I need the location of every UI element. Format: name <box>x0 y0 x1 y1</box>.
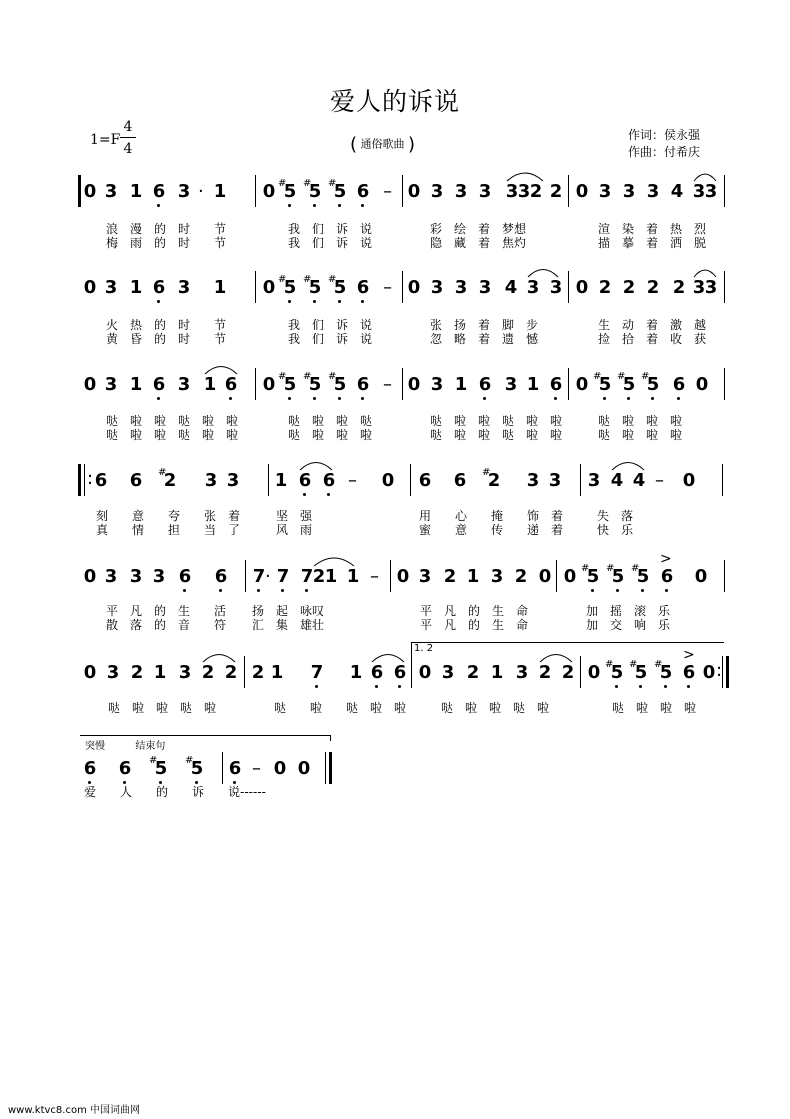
lyric-row-6-bar-2: 哒 啦 哒 啦 啦 <box>274 701 407 715</box>
staff-row-5: 0 3 3 3 6 6 7 · 7 7 2 1 1 – 0 3 2 1 3 2 0 0 # 5 # 5 # 5 6 > 0 <box>0 566 790 596</box>
lyric-row-2-verse-2-bar-4: 捡 拾 着 收 获 <box>598 332 707 346</box>
lyric-row-4-verse-1-bar-4: 失 落 <box>597 509 634 523</box>
volta-label: 1. 2 <box>414 643 434 654</box>
lyric-row-2-verse-1-bar-1: 火 热 的 时 节 <box>106 318 227 332</box>
lyric-row-4-verse-2-bar-2: 风 雨 <box>276 523 313 537</box>
lyric-row-1-verse-1-bar-2: 我 们 诉 说 <box>288 222 373 236</box>
lyric-row-1-verse-1-bar-1: 浪 漫 的 时 节 <box>106 222 227 236</box>
lyric-row-4-verse-2-bar-4: 快 乐 <box>597 523 634 537</box>
lyric-row-3-verse-2-bar-1: 哒 啦 啦 哒 啦 啦 <box>106 428 239 442</box>
lyric-row-5-verse-2-bar-2: 汇 集 雄壮 <box>252 618 325 632</box>
lyric-row-1-verse-2-bar-1: 梅 雨 的 时 节 <box>106 236 227 250</box>
genre-label: ( 通俗歌曲 ) <box>350 134 416 155</box>
time-signature-bottom: 4 <box>123 141 133 157</box>
lyricist: 作词：侯永强 <box>628 128 701 142</box>
lyric-row-3-verse-2-bar-2: 哒 啦 啦 啦 <box>288 428 373 442</box>
composer: 作曲：付希庆 <box>628 145 701 159</box>
staff-row-1: 0 3 1 6 3 · 1 0 # 5 # 5 # 5 6 – 0 3 3 3 3 3 2 2 0 3 3 3 4 3 3 <box>0 181 790 211</box>
lyric-row-6-bar-1: 哒 啦 啦 哒 啦 <box>108 701 217 715</box>
lyric-row-2-verse-1-bar-2: 我 们 诉 说 <box>288 318 373 332</box>
slur <box>370 650 406 664</box>
lyric-row-2-verse-1-bar-4: 生 动 着 激 越 <box>598 318 707 332</box>
lyric-row-4-verse-2-bar-1: 真 情 担 当 了 <box>96 523 241 537</box>
lyric-row-3-verse-1-bar-2: 哒 啦 啦 哒 <box>288 414 373 428</box>
slur <box>610 458 646 472</box>
lyric-row-4-verse-2-bar-3: 蜜 意 传 递 着 <box>419 523 564 537</box>
lyric-row-1-verse-1-bar-3: 彩 绘 着 梦想 <box>430 222 527 236</box>
slur <box>203 362 239 376</box>
lyric-row-3-verse-1-bar-1: 哒 啦 啦 哒 啦 啦 <box>106 414 239 428</box>
credits <box>628 127 700 161</box>
page-title: 爱人的诉说 <box>329 87 460 116</box>
staff-row-4: : 6 6 # 2 3 3 1 6 6 – 0 6 6 # 2 3 3 3 4 4 – 0 <box>0 470 790 500</box>
lyric-row-3-verse-1-bar-4: 哒 啦 啦 啦 <box>598 414 683 428</box>
tempo-label: 突慢 <box>85 741 105 752</box>
time-signature <box>120 120 136 156</box>
time-signature-top: 4 <box>123 119 133 135</box>
lyric-row-1-verse-2-bar-2: 我 们 诉 说 <box>288 236 373 250</box>
staff-coda: 6 6 # 5 # 5 6 – 0 0 <box>0 758 790 788</box>
coda-bracket <box>80 735 330 736</box>
slur <box>505 169 545 183</box>
lyric-row-5-verse-2-bar-4: 加 交 响 乐 <box>586 618 671 632</box>
slur <box>312 554 356 568</box>
lyric-row-2-verse-2-bar-3: 忽 略 着 遗 憾 <box>430 332 539 346</box>
lyric-row-4-verse-1-bar-2: 坚 强 <box>276 509 313 523</box>
lyric-row-1-verse-1-bar-4: 渲 染 着 热 烈 <box>598 222 707 236</box>
ending-label: 结束句 <box>135 741 166 752</box>
staff-row-3: 0 3 1 6 3 1 6 0 # 5 # 5 # 5 6 – 0 3 1 6 3 1 6 0 # 5 # 5 # 5 6 0 <box>0 374 790 404</box>
lyric-row-1-verse-2-bar-4: 描 摹 着 洒 脱 <box>598 236 707 250</box>
slur <box>538 650 574 664</box>
lyric-row-6-bar-3: 哒 啦 啦 哒 啦 <box>441 701 550 715</box>
lyric-row-4-verse-1-bar-1: 刻 意 夸 张 着 <box>96 509 241 523</box>
staff-row-2: 0 3 1 6 3 1 0 # 5 # 5 # 5 6 – 0 3 3 3 4 3 3 0 2 2 2 2 3 3 <box>0 277 790 307</box>
lyric-row-5-verse-2-bar-3: 平 凡 的 生 命 <box>420 618 529 632</box>
lyric-row-3-verse-2-bar-4: 哒 啦 啦 啦 <box>598 428 683 442</box>
key-signature: 1=F <box>90 132 121 148</box>
coda-lyrics: 爱 人 的 诉 说------ <box>84 785 266 799</box>
lyric-row-2-verse-2-bar-2: 我 们 诉 说 <box>288 332 373 346</box>
lyric-row-4-verse-1-bar-3: 用 心 掩 饰 着 <box>419 509 564 523</box>
lyric-row-5-verse-1-bar-3: 平 凡 的 生 命 <box>420 604 529 618</box>
lyric-row-1-verse-2-bar-3: 隐 藏 着 焦灼 <box>430 236 527 250</box>
lyric-row-5-verse-1-bar-4: 加 摇 滚 乐 <box>586 604 671 618</box>
lyric-row-3-verse-1-bar-3: 哒 啦 啦 哒 啦 啦 <box>430 414 563 428</box>
lyric-row-2-verse-1-bar-3: 张 扬 着 脚 步 <box>430 318 539 332</box>
footer-watermark: www.ktvc8.com 中国词曲网 <box>8 1105 141 1116</box>
genre-text: 通俗歌曲 <box>360 137 405 151</box>
lyric-row-2-verse-2-bar-1: 黄 昏 的 时 节 <box>106 332 227 346</box>
slur <box>298 458 334 472</box>
slur <box>201 650 237 664</box>
lyric-row-5-verse-1-bar-2: 扬 起 咏叹 <box>252 604 325 618</box>
lyric-row-6-bar-4: 哒 啦 啦 啦 <box>612 701 697 715</box>
volta-bracket <box>411 642 724 643</box>
slur <box>526 265 560 279</box>
slur <box>692 265 718 279</box>
staff-row-6: 0 3 2 1 3 2 2 2 1 7 1 6 6 0 3 2 1 3 2 2 0 # 5 # 5 # 5 6 > 0 : <box>0 662 790 692</box>
lyric-row-5-verse-1-bar-1: 平 凡 的 生 活 <box>106 604 227 618</box>
lyric-row-3-verse-2-bar-3: 哒 啦 啦 哒 啦 啦 <box>430 428 563 442</box>
lyric-row-5-verse-2-bar-1: 散 落 的 音 符 <box>106 618 227 632</box>
slur <box>692 169 718 183</box>
